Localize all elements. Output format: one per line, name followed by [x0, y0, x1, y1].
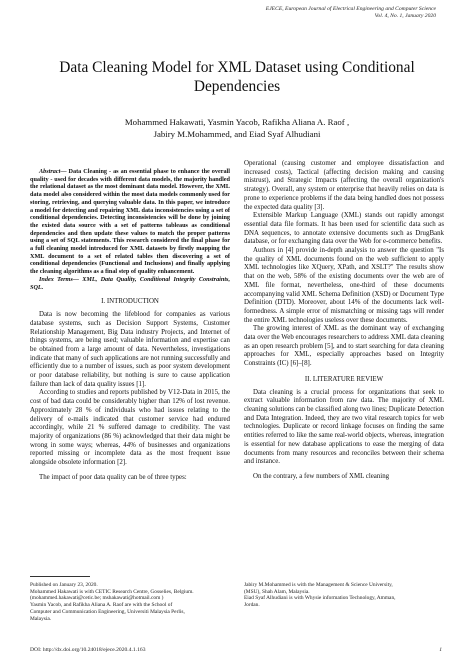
abstract-body: Data Cleaning - as an essential phase to enhance the overall quality - used for decades with different data models, the majority handled the relational dataset as the most dominant data model. However, the XML data model also considered within the most data models commonly used for storing, retrieving, and querying valuable data. In this paper, we introduce a model for detecting and repairing XML data inconsistencies using a set of conditional dependencies. Detecting inconsistencies will be done by joining the existed data source with a set of patterns tableaus as conditional dependencies and then update these values to match the proper patterns using a set of SQL statements. This research considered the final phase for a full cleaning model introduced for XML datasets by firstly mapping the XML document to a set of related tables then discovering a set of conditional dependencies (Functional and Inclusions) and finally applying the cleaning algorithms as a final step of quality enhancement.	[30, 168, 230, 276]
footnote-rule	[30, 576, 90, 577]
index-terms-lead: Index Terms—	[39, 275, 79, 283]
index-terms-body: XML, Data Quality, Conditional Integrity Constraints, SQL.	[30, 275, 230, 291]
footnotes-right	[244, 582, 444, 609]
footnote-line: (mohammed.hakawati@cetic.be; mshakawati@hotmail.com )	[30, 595, 164, 602]
paper-title	[30, 58, 444, 96]
body-paragraph: Data is now becoming the lifeblood for companies as various database systems, such as Decision Support Systems, Customer Relationship Management, Big Data industry Projects, and Internet of things systems, are being used; valuable information and expertise can be obtained from a large amount of data. Nevertheless, investigations indicate that many of such applications are not running successfully and efficiently due to a number of issues, such as poor system development or poor database reliability, but nothing is sure to cause application failure than lack of data quality issues [1].	[30, 311, 230, 388]
page-number: 1	[439, 647, 442, 653]
footnote-line: Eiad Syaf Alhudiani is with Whysie information Technology, Amman,	[244, 595, 396, 602]
paper-title-line-2: Dependencies	[193, 78, 281, 95]
body-paragraph: Operational (causing customer and employee dissatisfaction and increased costs), Tactical (affecting decision making and causing mistrust), and Strategic Impacts (affecting the overall organization's strategy). Overall, any system or enterprise that heavily relies on data is prone to experience problems if the data being handled does not possess the expected data quality [3].	[244, 160, 444, 211]
body-paragraph: Data cleaning is a crucial process for organizations that seek to extract valuable information from raw data. The majority of XML cleaning solutions can be classified along two lines; Duplicate Detection and Data Integration. Indeed, they are two vital research topics for web technologies. Duplicate or record linkage focuses on finding the same entities referred to like the same real-world objects, whereas, integration is essential for new database applications to ease the merging of data documents from many resources and reconciles between their schema and instance.	[244, 388, 444, 466]
footnote-line: Published on January 23, 2020.	[30, 582, 98, 588]
footnote-line: Computer and Communication Engineering, Universiti Malaysia Perlis,	[30, 608, 185, 615]
footnote-line: Jordan.	[244, 602, 260, 609]
section-heading-introduction: I. INTRODUCTION	[101, 298, 159, 306]
footnote-line: Malaysia.	[30, 615, 52, 622]
body-paragraph: Extensible Markup Language (XML) stands out rapidly amongst essential data file formats. It has been used for scientific data such as DNA sequences, to annotate extensive documents such as DrugBank database, or for exchanging data over the Web for e-commerce benefits.	[244, 212, 444, 246]
body-paragraph: According to studies and reports published by V12-Data in 2015, the cost of bad data could be considerably higher than 12% of lost revenue. Approximately 28 % of individuals who had issues relating to the delivery of e-mails indicated that customer service had endured accordingly, while 21 % suffered damage to credibility. The vast majority of organizations (86 %) acknowledged that their data might be wrong in some ways; whereas, 44% of businesses and organizations reported missing or incomplete data as the most frequent issue alongside obsolete information [2].	[30, 389, 230, 467]
journal-volume: Vol. 4, No. 1, January 2020	[374, 13, 436, 19]
author-line-2: Jabiry M.Mohammed, and Eiad Syaf Alhudiani	[153, 129, 321, 139]
footnote-line: (MSU), Shah Alam, Malaysia.	[244, 588, 310, 595]
author-line-1: Mohammed Hakawati, Yasmin Yacob, Rafikha Aliana A. Raof ,	[124, 117, 350, 127]
footnote-line: Mohammed Hakawati is with CETIC Research Centre, Gosselies, Belgium.	[30, 588, 194, 595]
paper-title-line-1: Data Cleaning Model for XML Dataset using Conditional	[59, 59, 415, 76]
section-heading-literature-review: II. LITERATURE REVIEW	[304, 375, 384, 383]
abstract-lead: Abstract—	[39, 168, 67, 175]
author-list	[30, 116, 444, 140]
body-paragraph: On the contrary, a few numbers of XML cleaning	[253, 472, 390, 480]
right-column	[244, 160, 444, 482]
journal-header	[266, 6, 436, 20]
left-column	[30, 168, 230, 483]
index-terms	[30, 276, 230, 292]
abstract	[30, 168, 230, 276]
footnotes-left	[30, 582, 230, 622]
body-paragraph: The growing interest of XML as the dominant way of exchanging data over the Web encourages researchers to address XML data cleaning as an open research problem [5], and to start searching for data cleaning approaches for XML, especially approaches based on Integrity Constraints (IC) [6]–[8].	[244, 325, 444, 368]
footnote-line: Yasmin Yacob, and Rafikha Aliana A. Raof are with the School of	[30, 602, 173, 609]
doi-link[interactable]: DOI: http://dx.doi.org/10.24018/ejece.2020.4.1.163	[30, 647, 146, 653]
footnote-line: Jabiry M.Mohammed is with the Management & Science University,	[244, 582, 393, 588]
body-paragraph: The impact of poor data quality can be of three types:	[39, 473, 187, 481]
body-paragraph: Authors in [4] provide in-depth analysis to answer the question "Is the quality of XML documents found on the web sufficient to apply XML technologies like XQuery, XPath, and XSLT?" The results show that on the web, 58% of the existing documents over the web are of XML file format, nevertheless, one-third of these documents accompanying valid XML Schema Definition (XSD) or Document Type Definition (DTD). Moreover, about 14% of the documents lack well-formedness. A simple error of mismatching or missing tags will render the entire XML technologies useless over these documents.	[244, 247, 444, 324]
journal-name: EJECE, European Journal of Electrical Engineering and Computer Science	[265, 6, 436, 12]
